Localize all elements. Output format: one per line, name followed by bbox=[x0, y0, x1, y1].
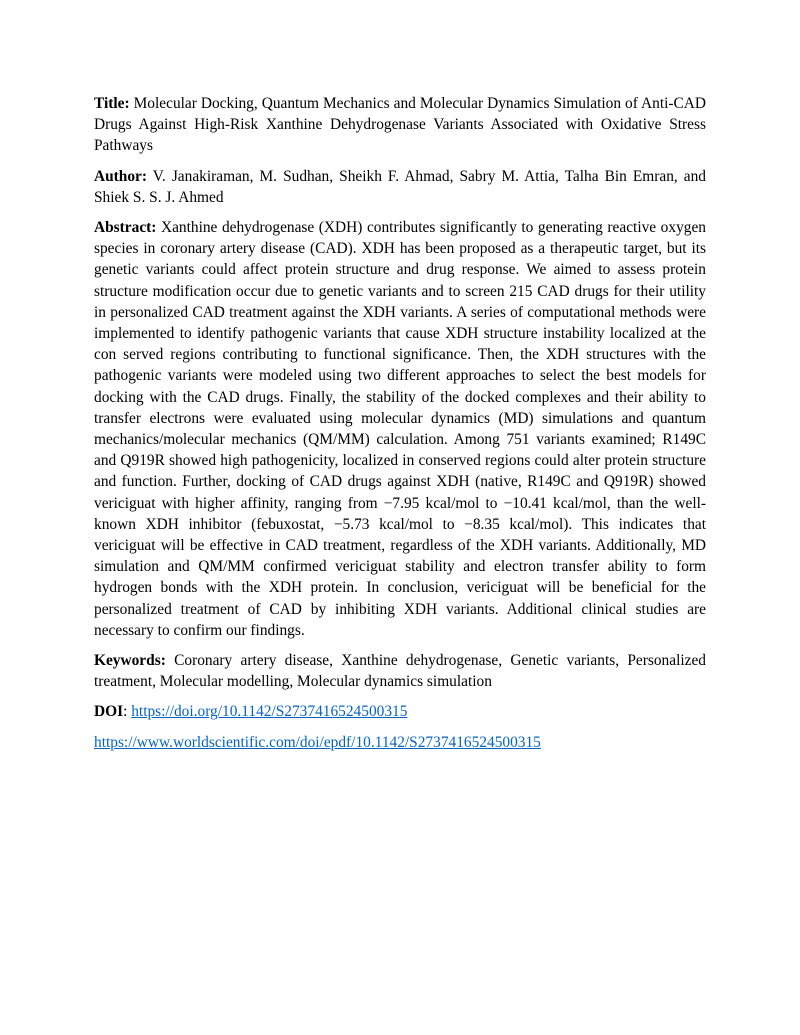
keywords-paragraph bbox=[94, 650, 706, 692]
title-label: Title: bbox=[94, 95, 130, 112]
doi-label: DOI bbox=[94, 703, 124, 721]
abstract-label: Abstract: bbox=[94, 219, 157, 237]
author-paragraph bbox=[94, 166, 706, 208]
epdf-link[interactable]: https://www.worldscientific.com/doi/epdf/10.1142/S2737416524500315 bbox=[94, 733, 541, 751]
abstract-text: Xanthine dehydrogenase (XDH) contributes significantly to generating reactive oxygen species in coronary artery disease (CAD). XDH has been proposed as a therapeutic target, but its genetic variants could affect protein structure and drug response. We aimed to assess protein structure modification occur due to genetic variants and to screen 215 CAD drugs for their utility in personalized CAD treatment against the XDH variants. A series of computational methods were implemented to identify pathogenic variants that cause XDH structure instability localized at the con served regions contributing to functional significance. Then, the XDH structures with the pathogenic variants were modeled using two different approaches to select the best models for docking with the CAD drugs. Finally, the stability of the docked complexes and their ability to transfer electrons were evaluated using molecular dynamics (MD) simulations and quantum mechanics/molecular mechanics (QM/MM) calculation. Among 751 variants examined; R149C and Q919R showed high pathogenicity, localized in conserved regions could alter protein structure and function. Further, docking of CAD drugs against XDH (native, R149C and Q919R) showed vericiguat with higher affinity, ranging from −7.95 kcal/mol to −10.41 kcal/mol, than the well-known XDH inhibitor (febuxostat, −5.73 kcal/mol to −8.35 kcal/mol). This indicates that vericiguat will be effective in CAD treatment, regardless of the XDH variants. Additionally, MD simulation and QM/MM confirmed vericiguat stability and electron transfer ability to form hydrogen bonds with the XDH protein. In conclusion, vericiguat will be beneficial for the personalized treatment of CAD by inhibiting XDH variants. Additional clinical studies are necessary to confirm our findings. bbox=[94, 219, 706, 639]
document-page bbox=[94, 93, 706, 762]
keywords-label: Keywords: bbox=[94, 652, 166, 670]
keywords-text: Coronary artery disease, Xanthine dehydrogenase, Genetic variants, Personalized treatment, Molecular modelling, Molecular dynamics simulation bbox=[94, 652, 706, 691]
author-text: V. Janakiraman, M. Sudhan, Sheikh F. Ahmad, Sabry M. Attia, Talha Bin Emran, and Shiek S. S. J. Ahmed bbox=[94, 167, 707, 206]
epdf-paragraph bbox=[94, 732, 706, 753]
title-text: Molecular Docking, Quantum Mechanics and Molecular Dynamics Simulation of Anti-CAD Drugs Against High-Risk Xanthine Dehydrogenase Variants Associated with Oxidative Stress Pathways bbox=[94, 95, 706, 155]
doi-paragraph bbox=[94, 701, 706, 722]
doi-link[interactable]: https://doi.org/10.1142/S2737416524500315 bbox=[131, 703, 408, 721]
doi-separator: : bbox=[123, 703, 128, 721]
author-label: Author: bbox=[94, 167, 148, 185]
abstract-paragraph bbox=[94, 217, 706, 641]
title-paragraph bbox=[94, 93, 706, 157]
